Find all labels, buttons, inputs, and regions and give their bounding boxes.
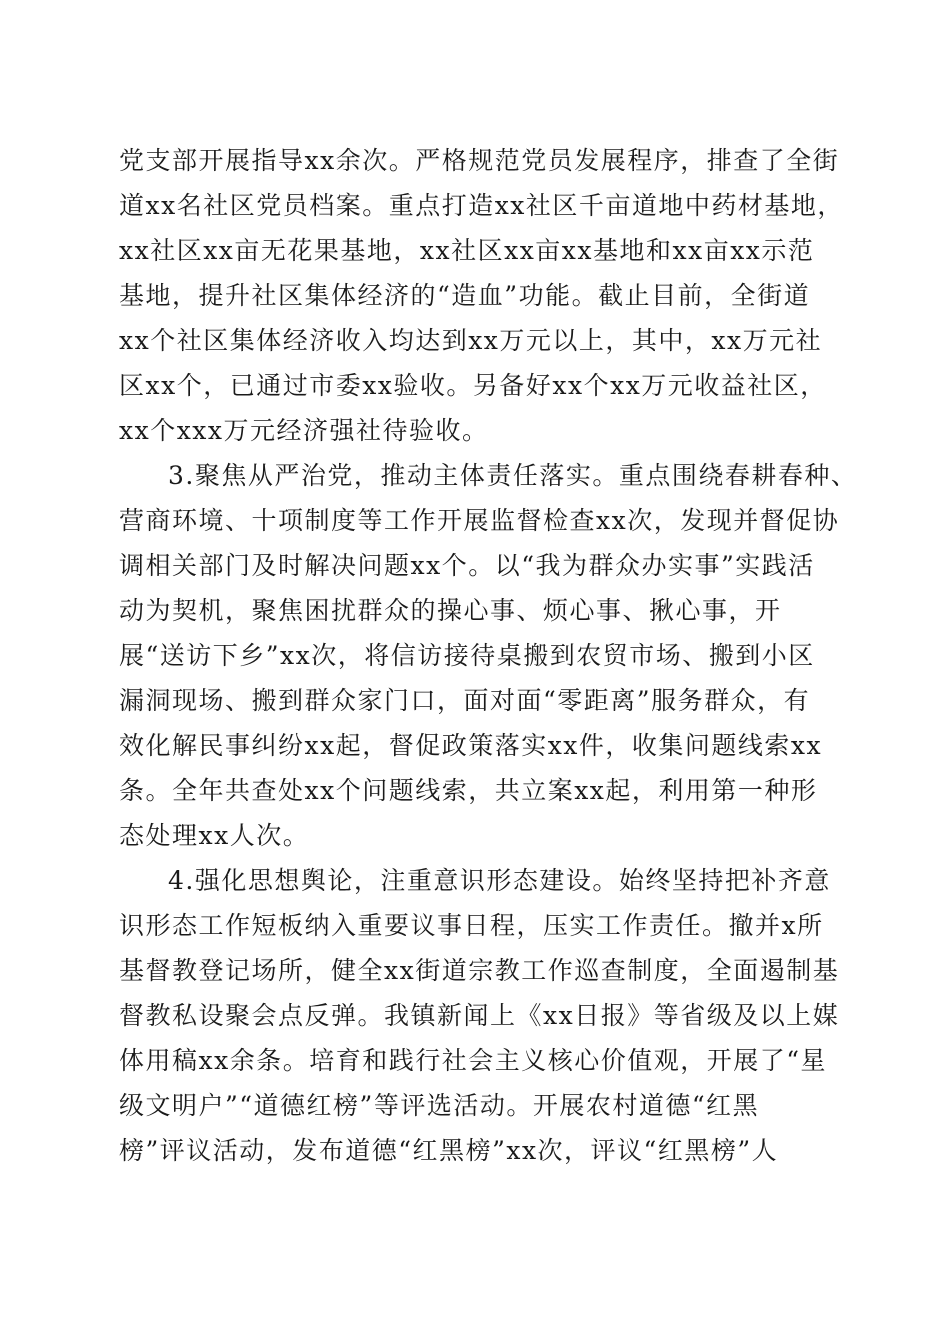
text-line: 基督教登记场所，健全xx街道宗教工作巡查制度，全面遏制基	[119, 956, 840, 985]
text-line: 识形态工作短板纳入重要议事日程，压实工作责任。撤并x所	[119, 911, 824, 940]
text-line: 效化解民事纠纷xx起，督促政策落实xx件，收集问题线索xx	[119, 731, 823, 760]
text-line: 基地，提升社区集体经济的“造血”功能。截止目前，全街道	[119, 281, 811, 310]
text-line: 体用稿xx余条。培育和践行社会主义核心价值观，开展了“星	[119, 1046, 827, 1075]
text-line: 榜”评议活动，发布道德“红黑榜”xx次，评议“红黑榜”人	[119, 1136, 779, 1165]
text-line: 条。全年共查处xx个问题线索，共立案xx起，利用第一种形	[119, 776, 818, 805]
text-line: 态处理xx人次。	[119, 821, 310, 850]
text-line: 调相关部门及时解决问题xx个。以“我为群众办实事”实践活	[119, 551, 815, 580]
text-line: 级文明户”“道德红榜”等评选活动。开展农村道德“红黑	[119, 1091, 760, 1120]
text-line: xx个社区集体经济收入均达到xx万元以上，其中，xx万元社	[119, 326, 823, 355]
text-line: 营商环境、十项制度等工作开展监督检查xx次，发现并督促协	[119, 506, 840, 535]
text-line: 党支部开展指导xx余次。严格规范党员发展程序，排查了全街	[119, 146, 840, 175]
text-line: 道xx名社区党员档案。重点打造xx社区千亩道地中药材基地，	[119, 191, 844, 220]
text-line: 区xx个，已通过市委xx验收。另备好xx个xx万元收益社区，	[119, 371, 827, 400]
text-line: xx社区xx亩无花果基地，xx社区xx亩xx基地和xx亩xx示范	[119, 236, 815, 265]
text-line: xx个xxx万元经济强社待验收。	[119, 416, 489, 445]
text-line: 展“送访下乡”xx次，将信访接待桌搬到农贸市场、搬到小区	[119, 641, 815, 670]
text-line: 漏洞现场、搬到群众家门口，面对面“零距离”服务群众，有	[119, 686, 811, 715]
section-heading-line: 4.强化思想舆论，注重意识形态建设。始终坚持把补齐意	[168, 866, 831, 895]
section-heading-line: 3.聚焦从严治党，推动主体责任落实。重点围绕春耕春种、	[168, 461, 858, 490]
text-line: 督教私设聚会点反弹。我镇新闻上《xx日报》等省级及以上媒	[119, 1001, 840, 1030]
text-line: 动为契机，聚焦困扰群众的操心事、烦心事、揪心事，开	[119, 596, 782, 625]
